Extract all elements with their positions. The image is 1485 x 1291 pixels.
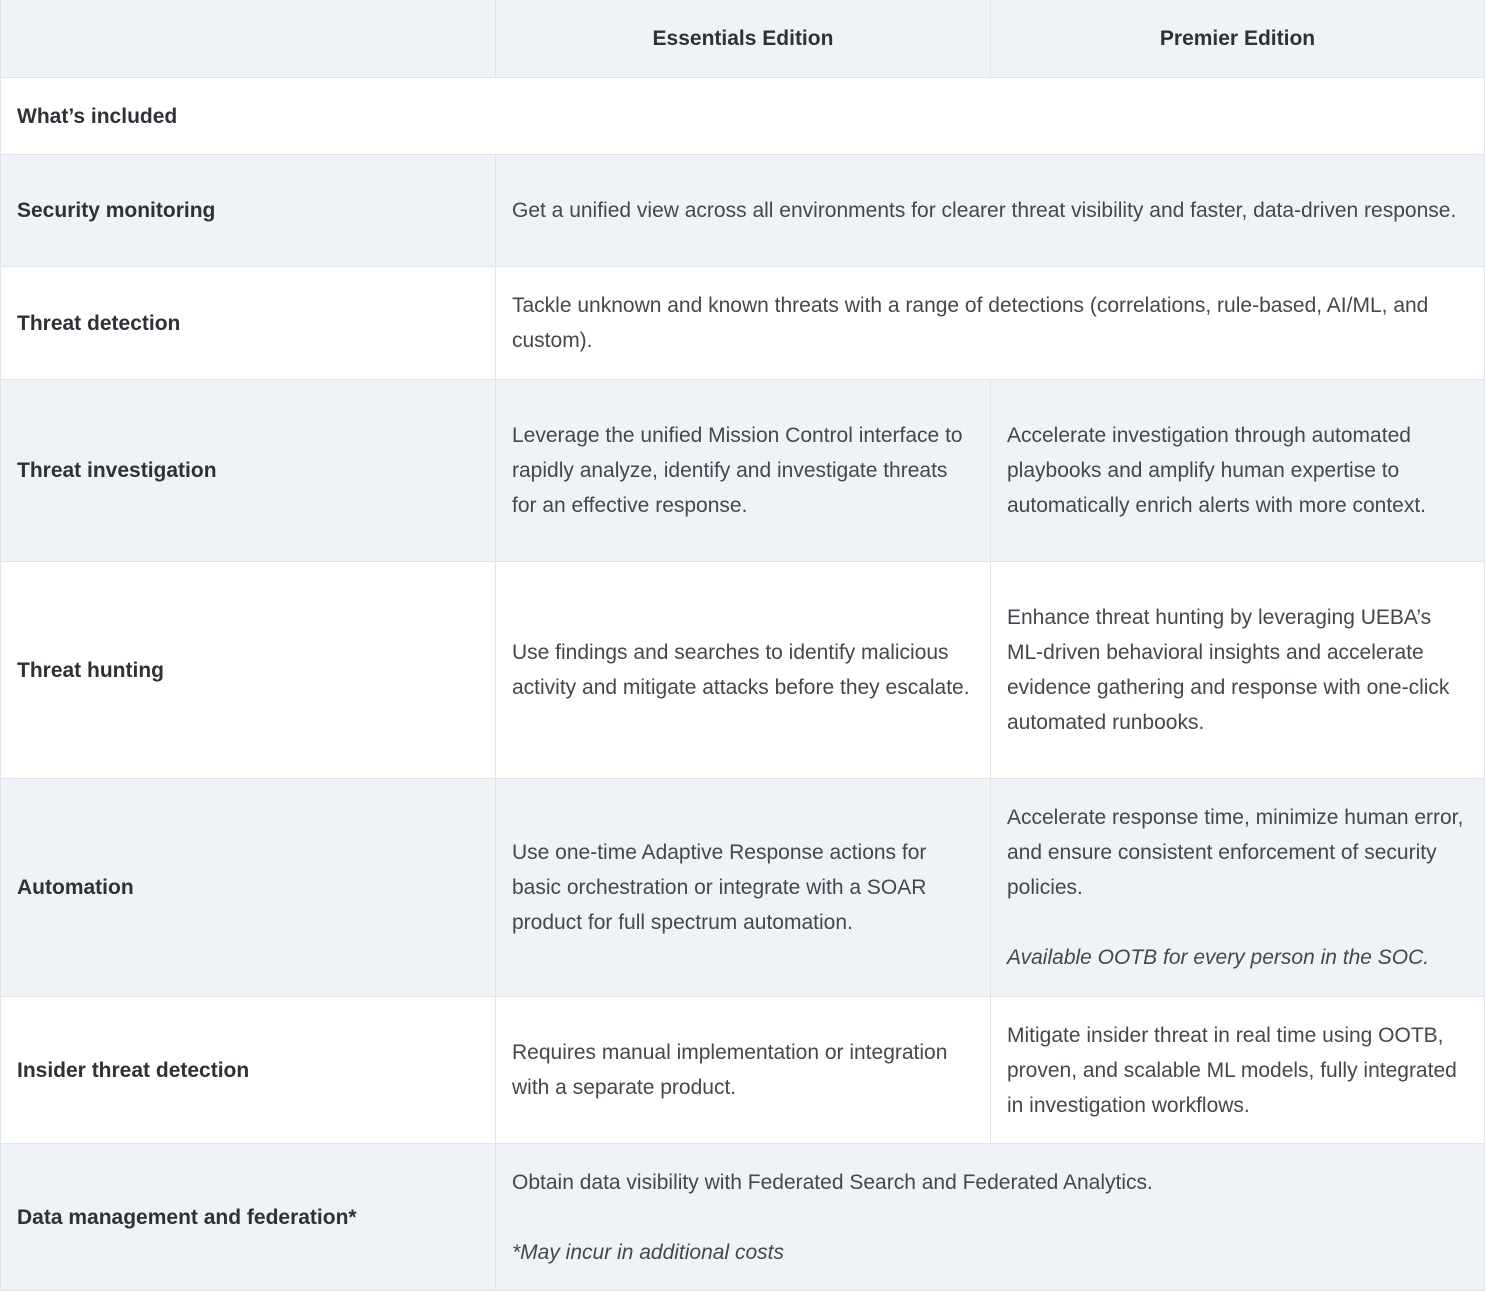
row-label: Threat investigation <box>17 459 217 482</box>
automation-premier-note: Available OOTB for every person in the SOC. <box>1007 946 1430 969</box>
row-label: Security monitoring <box>17 199 216 222</box>
automation-premier-cell <box>990 779 1484 996</box>
header-essentials-edition: Essentials Edition <box>495 0 990 77</box>
header-premier-edition: Premier Edition <box>990 0 1484 77</box>
insider-threat-essentials: Requires manual implementation or integration with a separate product. <box>495 997 990 1143</box>
threat-hunting-premier: Enhance threat hunting by leveraging UEBA’s ML-driven behavioral insights and accelerate evidence gathering and response with one-click automated runbooks. <box>990 562 1484 778</box>
table-row-threat-investigation <box>1 380 1484 562</box>
row-label: Threat detection <box>17 311 181 335</box>
data-management-description: Obtain data visibility with Federated Search and Federated Analytics. <box>512 1170 1153 1194</box>
security-monitoring-description: Get a unified view across all environments for clearer threat visibility and faster, data-driven response. <box>495 155 1484 266</box>
automation-premier-content <box>1007 800 1468 975</box>
row-label: Data management and federation* <box>17 1205 357 1229</box>
data-management-content <box>512 1165 1153 1270</box>
insider-threat-premier: Mitigate insider threat in real time using OOTB, proven, and scalable ML models, fully integrated in investigation workflows. <box>990 997 1484 1143</box>
row-label: Automation <box>17 876 134 899</box>
section-title-whats-included: What’s included <box>17 104 178 128</box>
threat-hunting-essentials: Use findings and searches to identify malicious activity and mitigate attacks before they escalate. <box>495 562 990 778</box>
table-row-insider-threat-detection <box>1 997 1484 1144</box>
table-row-threat-hunting <box>1 562 1484 779</box>
threat-investigation-essentials: Leverage the unified Mission Control interface to rapidly analyze, identify and investigate threats for an effective response. <box>495 380 990 561</box>
automation-premier-text: Accelerate response time, minimize human error, and ensure consistent enforcement of security policies. <box>1007 806 1464 899</box>
table-row-security-monitoring <box>1 155 1484 267</box>
section-title-row <box>1 78 1484 155</box>
header-corner-cell <box>1 0 495 77</box>
table-row-data-management <box>1 1144 1484 1291</box>
threat-investigation-premier: Accelerate investigation through automated playbooks and amplify human expertise to automatically enrich alerts with more context. <box>990 380 1484 561</box>
automation-essentials: Use one-time Adaptive Response actions for basic orchestration or integrate with a SOAR product for full spectrum automation. <box>495 779 990 996</box>
row-label: Insider threat detection <box>17 1058 250 1082</box>
table-row-threat-detection <box>1 267 1484 380</box>
table-row-automation <box>1 779 1484 997</box>
data-management-cell <box>495 1144 1484 1290</box>
table-header-row <box>1 0 1484 78</box>
threat-detection-description: Tackle unknown and known threats with a range of detections (correlations, rule-based, AI/ML, and custom). <box>495 267 1484 379</box>
row-label: Threat hunting <box>17 658 164 682</box>
data-management-cost-note: *May incur in additional costs <box>512 1240 784 1264</box>
